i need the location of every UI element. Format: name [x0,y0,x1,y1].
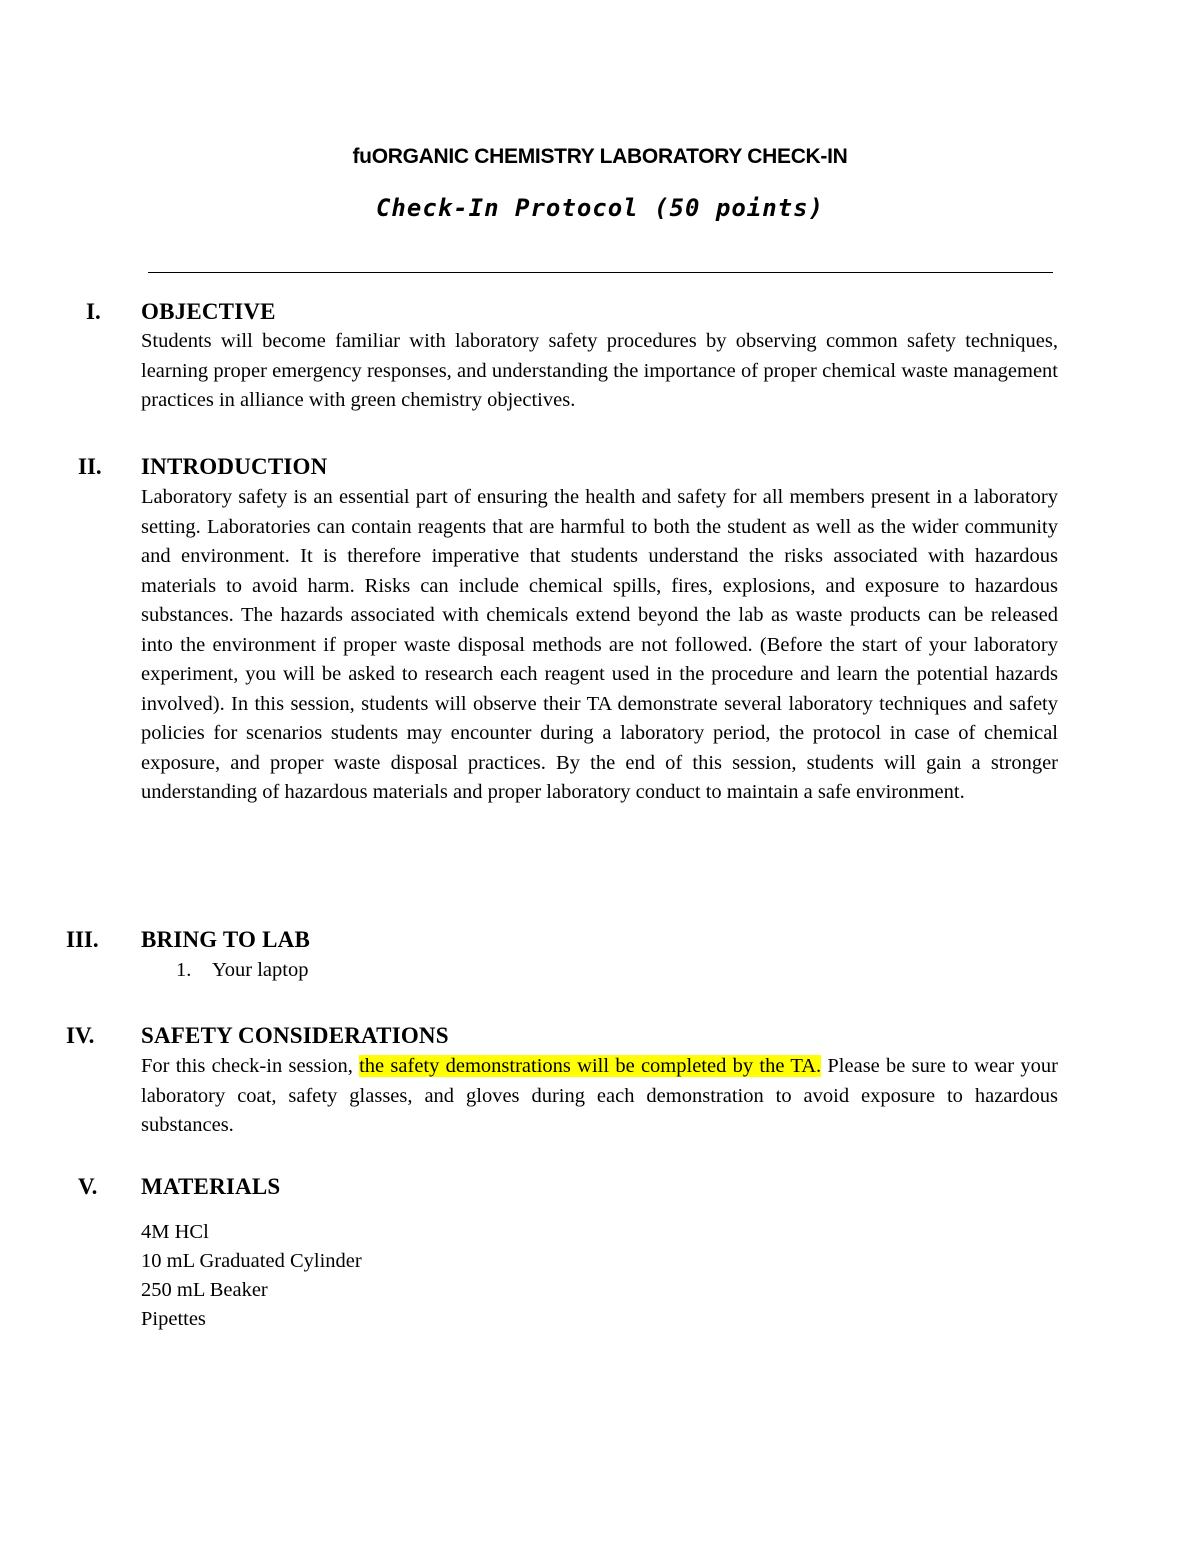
introduction-paragraph [141,483,1058,808]
safety-highlighted-text: the safety demonstrations will be completed by the TA. [359,1055,822,1077]
bring-item-number: 1. [176,959,192,981]
material-item: 250 mL Beaker [141,1279,268,1301]
section-heading-safety: SAFETY CONSIDERATIONS [141,1023,449,1048]
section-heading-materials: MATERIALS [141,1174,281,1199]
bring-item-text: Your laptop [212,959,309,981]
material-item: 10 mL Graduated Cylinder [141,1250,362,1272]
section-number-introduction: II. [78,454,102,479]
material-item: Pipettes [141,1308,206,1330]
document-title: fuORGANIC CHEMISTRY LABORATORY CHECK-IN [352,145,848,168]
safety-paragraph [141,1052,1058,1141]
section-number-objective: I. [86,299,101,324]
introduction-text: Laboratory safety is an essential part of ensuring the health and safety for all members present in a laboratory setting. Laboratories can contain reagents that are harmful to both the student as well as the wider community and environment. It is therefore imperative that students understand the risks associated with hazardous materials to avoid harm. Risks can include chemical spills, fires, explosions, and exposure to hazardous substances. The hazards associated with chemicals extend beyond the lab as waste products can be released into the environment if proper waste disposal methods are not followed. (Before the start of your laboratory experiment, you will be asked to research each reagent used in the procedure and learn the potential hazards involved). In this session, students will observe their TA demonstrate several laboratory techniques and safety policies for scenarios students may encounter during a laboratory period, the protocol in case of chemical exposure, and proper waste disposal practices. By the end of this session, students will gain a stronger understanding of hazardous materials and proper laboratory conduct to maintain a safe environment. [141,486,1058,803]
section-heading-objective: OBJECTIVE [141,299,276,324]
section-heading-introduction: INTRODUCTION [141,454,328,479]
title-divider [148,272,1053,273]
section-number-materials: V. [78,1174,98,1199]
section-number-bring: III. [66,927,99,952]
section-number-safety: IV. [66,1023,95,1048]
document-subtitle: Check-In Protocol (50 points) [375,194,825,222]
objective-text: Students will become familiar with laboratory safety procedures by observing common safety techniques, learning proper emergency responses, and understanding the importance of proper chemical waste management practices in alliance with green chemistry objectives. [141,330,1058,411]
safety-text-end: Please be sure to wear your laboratory coat, safety glasses, and gloves during each demonstration to avoid exposure to hazardous substances. [141,1055,1058,1136]
objective-paragraph [141,327,1058,416]
material-item: 4M HCl [141,1221,209,1243]
safety-text-start: For this check-in session, [141,1055,360,1077]
section-heading-bring: BRING TO LAB [141,927,310,952]
